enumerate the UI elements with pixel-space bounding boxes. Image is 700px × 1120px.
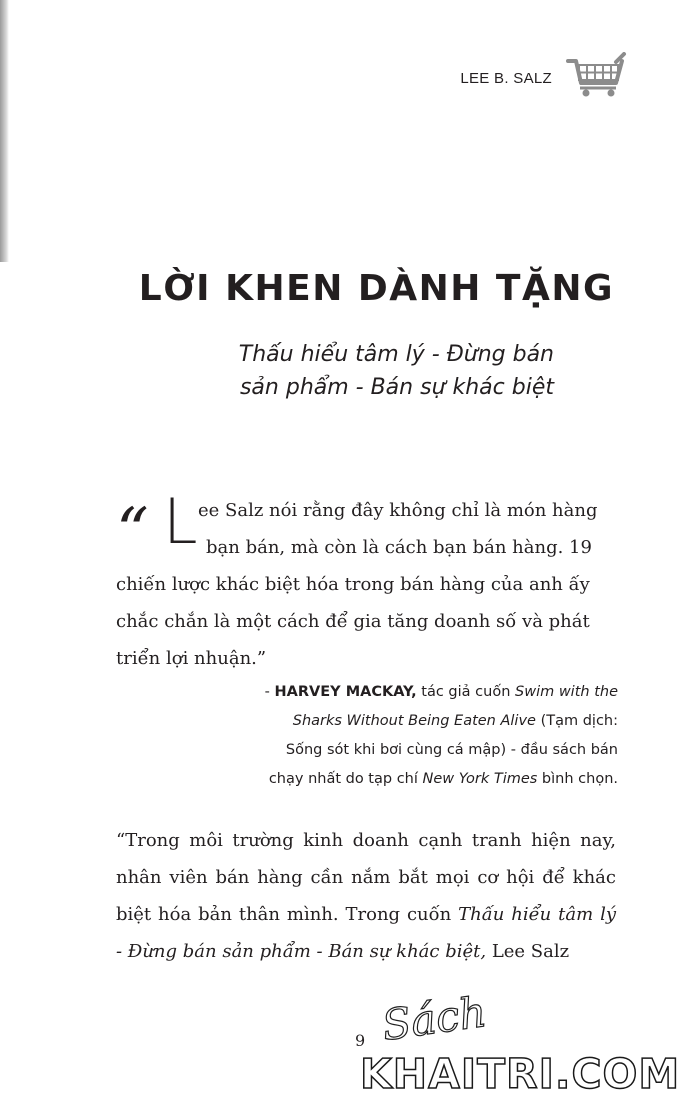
running-header-author: LEE B. SALZ (460, 69, 552, 87)
chapter-subtitle (134, 338, 554, 404)
subtitle-line: Thấu hiểu tâm lý - Đừng bán (238, 342, 554, 367)
testimonial-book-title: Thấu hiểu tâm lý - Đừng bán sản phẩm - Bán sự khác biệt, (116, 904, 616, 962)
subtitle-line: sản phẩm - Bán sự khác biệt (239, 375, 554, 400)
drop-cap-letter: L (163, 485, 198, 558)
attribution-line: Sống sót khi bơi cùng cá mập) - đầu sách bán (285, 742, 618, 758)
attribution-text: chạy nhất do tạp chí (268, 771, 423, 787)
watermark-script: Sách (379, 986, 490, 1051)
quote-line: bạn bán, mà còn là cách bạn bán hàng. 19 (206, 537, 592, 558)
attribution-text: tác giả cuốn (416, 684, 515, 700)
attribution-line (188, 678, 618, 707)
page-number: 9 (355, 1031, 366, 1050)
attribution-book-title: Swim with the (515, 684, 618, 700)
attribution-text: bình chọn. (537, 771, 618, 787)
testimonial-text: Lee Salz (486, 941, 570, 962)
attribution-line (188, 765, 618, 794)
attribution-line (188, 707, 618, 736)
opening-quote-mark: “ (116, 495, 149, 569)
testimonial-quote (116, 485, 616, 677)
testimonial-text: “Trong môi trường kinh doanh cạnh tranh hiện nay, nhân viên bán hàng cần nắm bắt mọi cơ hội để khác biệt hóa bản thân mình. Trong cuốn (116, 830, 616, 925)
shopping-cart-icon (566, 52, 628, 98)
watermark-logo (352, 986, 692, 1115)
attribution-name: HARVEY MACKAY, (274, 684, 417, 700)
quote-line: chắc chắn là một cách để gia tăng doanh số và phát (116, 611, 590, 632)
watermark-brand: KHAITRI.COM (360, 1050, 681, 1098)
quote-line: chiến lược khác biệt hóa trong bán hàng của anh ấy (116, 574, 590, 595)
second-testimonial (116, 822, 616, 970)
running-header (460, 52, 628, 98)
attribution-text: (Tạm dịch: (535, 713, 618, 729)
quote-line: triển lợi nhuận.” (116, 648, 267, 669)
chapter-title: LỜI KHEN DÀNH TẶNG (138, 268, 614, 309)
quote-attribution (188, 678, 618, 794)
attribution-book-title: Sharks Without Being Eaten Alive (292, 713, 536, 729)
attribution-dash: - (264, 684, 275, 700)
page-edge-shadow (0, 0, 9, 262)
quote-line: ee Salz nói rằng đây không chỉ là món hàng (198, 500, 598, 521)
attribution-magazine: New York Times (422, 771, 538, 787)
